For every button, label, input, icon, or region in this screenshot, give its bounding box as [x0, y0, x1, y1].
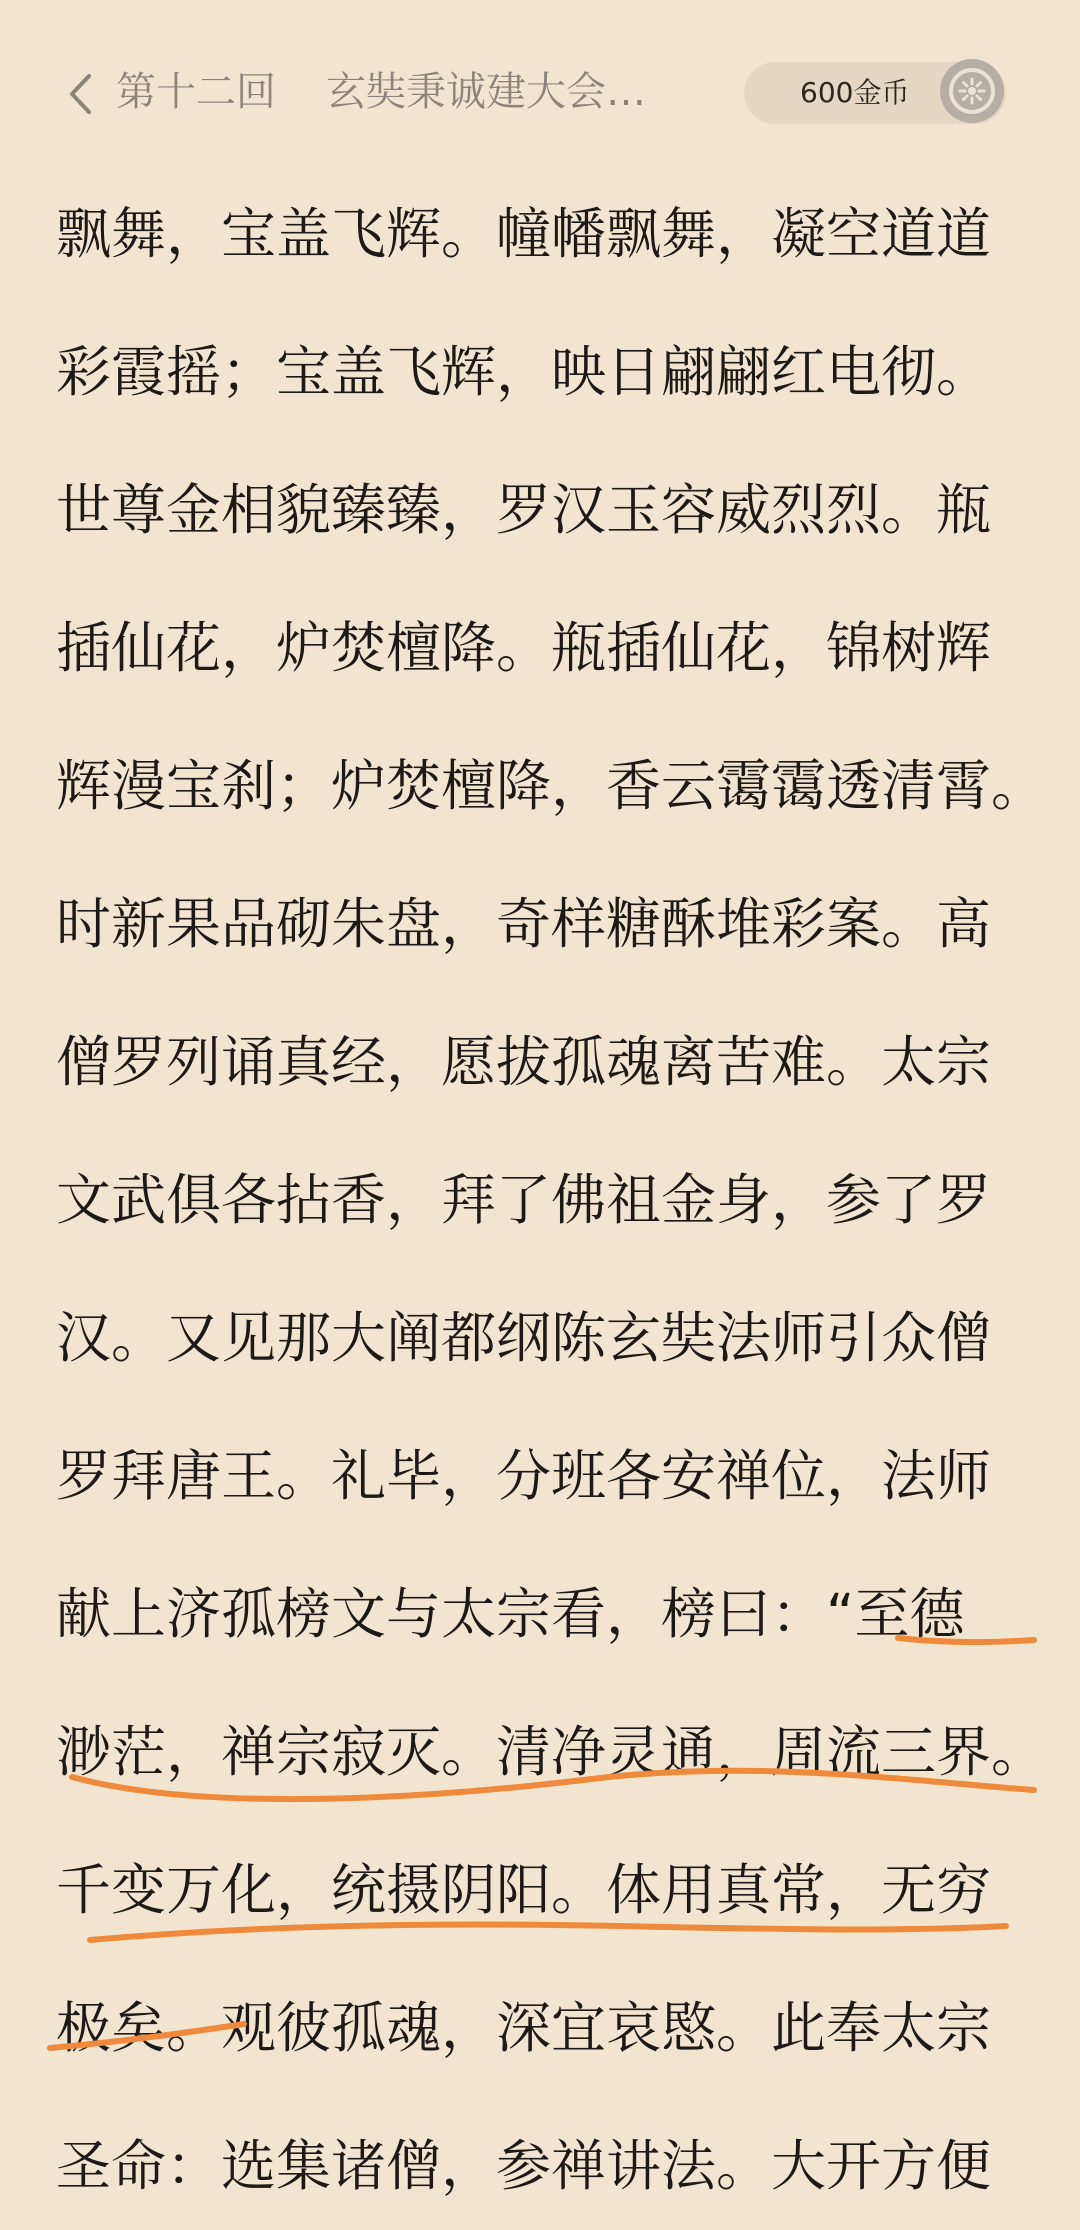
text-line: 献上济孤榜文与太宗看，榜曰：“至德: [56, 1581, 965, 1646]
text-line: 僧罗列诵真经，愿拔孤魂离苦难。太宗: [56, 1029, 992, 1094]
coin-timer-icon: [940, 59, 1004, 123]
reader-top-bar: [0, 0, 1080, 180]
text-line: 彩霞摇；宝盖飞辉，映日翩翩红电彻。: [56, 339, 992, 404]
text-line: 文武俱各拈香，拜了佛祖金身，参了罗: [56, 1167, 992, 1232]
reading-text[interactable]: [56, 160, 1047, 2230]
text-line: 渺茫，禅宗寂灭。清净灵通，周流三界。: [56, 1719, 1047, 1784]
chapter-label: 第十二回: [116, 69, 276, 115]
text-line: 汉。又见那大阐都纲陈玄奘法师引众僧: [56, 1305, 992, 1370]
text-line: 千变万化，统摄阴阳。体用真常，无穷: [56, 1857, 992, 1922]
text-line: 世尊金相貌臻臻，罗汉玉容威烈烈。瓶: [56, 477, 992, 542]
text-line: 时新果品砌朱盘，奇样糖酥堆彩案。高: [56, 891, 992, 956]
text-line: 圣命：选集诸僧，参禅讲法。大开方便: [56, 2133, 992, 2198]
text-line: 插仙花，炉焚檀降。瓶插仙花，锦树辉: [56, 615, 992, 680]
text-line: 极矣。观彼孤魂，深宜哀愍。此奉太宗: [56, 1995, 992, 2060]
chevron-left-icon: [67, 72, 93, 116]
text-line: 罗拜唐王。礼毕，分班各安禅位，法师: [56, 1443, 992, 1508]
coin-count: 600金币: [800, 76, 910, 109]
text-line: 飘舞，宝盖飞辉。幢幡飘舞，凝空道道: [56, 201, 992, 266]
text-line: 辉漫宝刹；炉焚檀降，香云霭霭透清霄。: [56, 753, 1047, 818]
chapter-title: 玄奘秉诚建大会…: [326, 69, 646, 115]
coin-reward-button[interactable]: [744, 62, 1006, 124]
back-button[interactable]: [60, 64, 100, 124]
